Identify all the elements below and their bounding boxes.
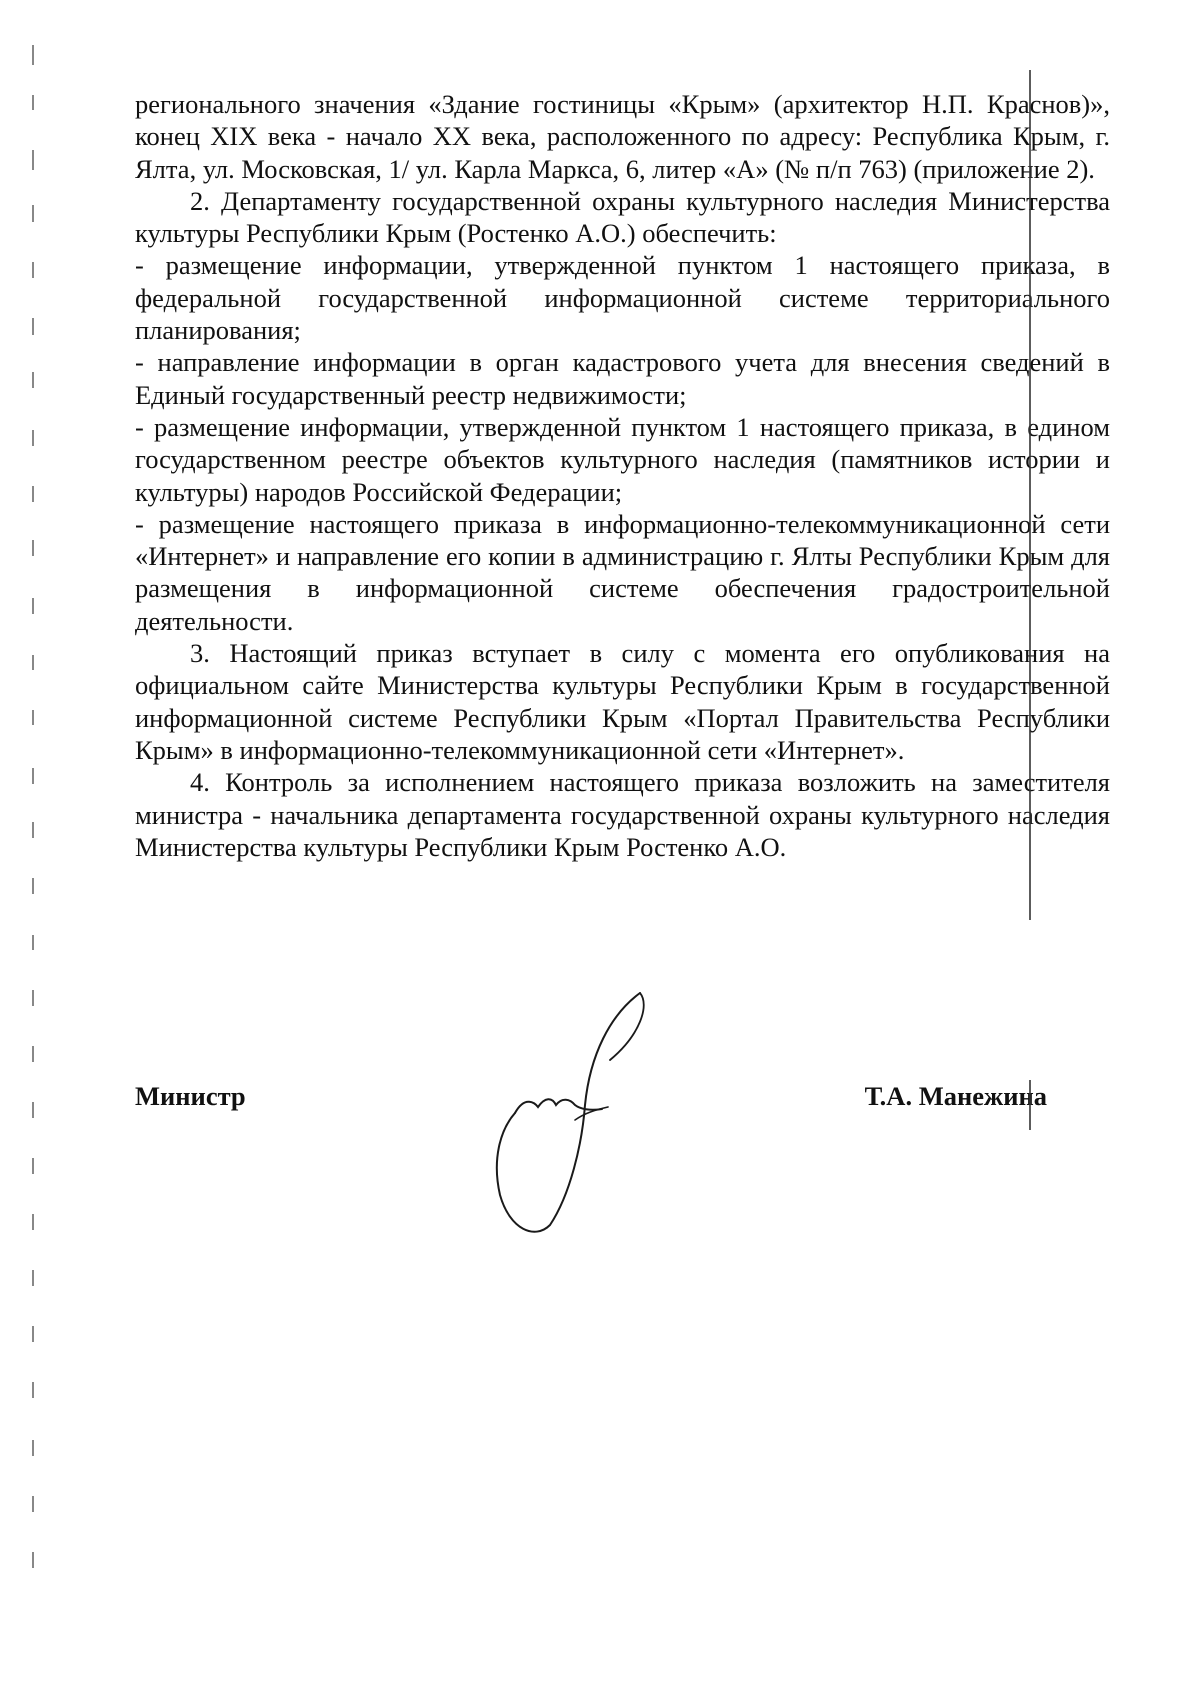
- task-item-internet-publication: - размещение настоящего приказа в информационно-телекоммуникационной сети «Интернет» и направление его копии в администрацию г. Ялты Республики Крым для размещения в информационной системе обеспечения градостроительной деятельности.: [135, 508, 1110, 636]
- signatory-position: Министр: [135, 1081, 246, 1111]
- task-item-cadastral-registry: - направление информации в орган кадастрового учета для внесения сведений в Единый государственный реестр недвижимости;: [135, 347, 1110, 410]
- signatory-name: Т.А. Манежина: [864, 1081, 1047, 1111]
- document-body: [135, 88, 1110, 863]
- task-item-federal-system: - размещение информации, утвержденной пунктом 1 настоящего приказа, в федеральной государственной информационной системе территориального планирования;: [135, 250, 1110, 346]
- handwritten-signature: [490, 985, 710, 1245]
- task-item-heritage-registry: - размещение информации, утвержденной пунктом 1 настоящего приказа, в едином государственном реестре объектов культурного наследия (памятников истории и культуры) народов Российской Федерации;: [135, 411, 1110, 507]
- paragraph-4-control: 4. Контроль за исполнением настоящего приказа возложить на заместителя министра - начальника департамента государственной охраны культурного наследия Министерства культуры Республики Крым Ростенко А.О.: [135, 767, 1110, 862]
- paragraph-1-continuation: регионального значения «Здание гостиницы «Крым» (архитектор Н.П. Краснов)», конец XIX века - начало XX века, расположенного по адресу: Республика Крым, г. Ялта, ул. Московская, 1/ ул. Карла Маркса, 6, литер «А» (№ п/п 763) (приложение 2).: [135, 89, 1110, 184]
- paragraph-2-department-tasks: 2. Департаменту государственной охраны культурного наследия Министерства культуры Республики Крым (Ростенко А.О.) обеспечить:: [135, 185, 1110, 249]
- paragraph-3-effective-date: 3. Настоящий приказ вступает в силу с момента его опубликования на официальном сайте Министерства культуры Республики Крым в государственной информационной системе Республики Крым «Портал Правительства Республики Крым» в информационно-телекоммуникационной сети «Интернет».: [135, 638, 1110, 765]
